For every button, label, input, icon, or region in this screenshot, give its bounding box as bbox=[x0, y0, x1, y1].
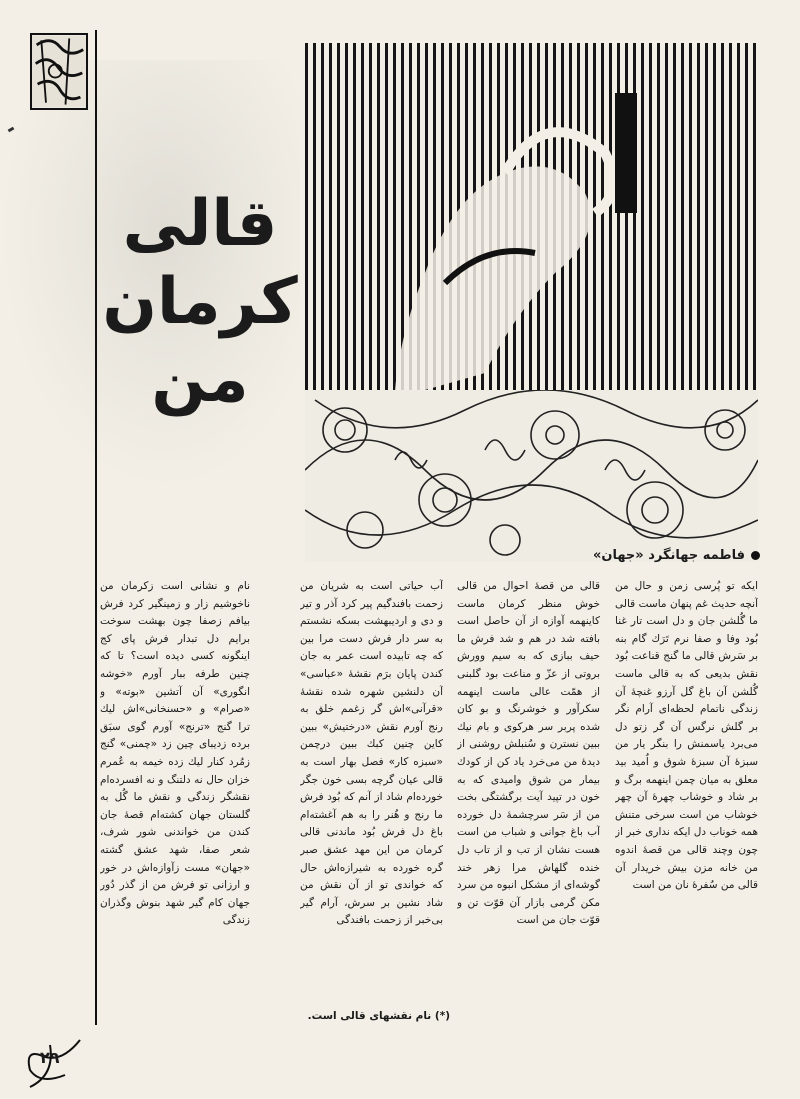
carpet-floral-pattern bbox=[305, 390, 758, 562]
poem-text: آب حیاتی است به شریان من زحمت بافندگیم پیر کرد آذر و تیر و دی و اردیبهشت بسکه نشستم به سر دار فرش دست مرا بین که چه تابیده است عمر به جان کندن پایان برَم نقشهٔ «عباسی» آن دلنشین شهره شده نقشهٔ «قرآنی»اش گر زغمم خلق به رنج آورم نقش «درختیش» ببین کاین چنین کبك ببین درچمن «سبزه کار» فصل بهار است به قالی عیان گرچه بسی خون جگر خورده‌ام شاد از آنم که بُود فرش ما رنج و هُنر را به هم آغشته‌ام باغ دل فرش بُود ماندنی قالی کرمان من این مهد عشق صبر گره خورده به شیرازه‌اش حال که خواندی تو از آن نقش من شاد نشین بر سرش، آرام گیر بی‌خبر از زحمت بافندگی bbox=[300, 580, 443, 927]
author-name: فاطمه جهانگرد «جهان» bbox=[592, 548, 745, 563]
poem-text: ایکه تو پُرسی زمن و حال من آنچه حدیث غم پنهان ماست قالی ما گُلشن جان و دل است تار غنا بُود وفا و صفا نرم تَرَك گام بنه بر سَرش قالی ما گنج قناعت بُود نقش بدیعی که به قالی ماست گُلشن آن باغ گل آرزو غنچهٔ آن زندگی ناتمام لحظه‌ای آرام نگر بر گلش نرگس آن گر زتو دل می‌برد یاسمنش را بنگر یار من سبزهٔ آن سبزهٔ شوق و اُمید بید معلق به میان چمن اینهمه برگ و بر شاد و خوشاب چهرهٔ آن چهر خوشاب من است سرخی متنش همه خوناب دل ایکه نداری خبر از چون وچند قالی من قصهٔ اندوه من خانه مزن بیش خریدار آن قالی من سُفرهٔ نان من است bbox=[615, 580, 758, 892]
page-number: ۲۹ bbox=[40, 1048, 60, 1067]
poem-column-1 bbox=[615, 578, 758, 1023]
corner-portrait-illustration bbox=[30, 33, 88, 110]
poem-column-2 bbox=[457, 578, 600, 1023]
vertical-divider bbox=[95, 30, 97, 1025]
weaver-line-illustration bbox=[305, 43, 758, 390]
poem-column-4 bbox=[100, 578, 250, 1023]
footnote: (*) نام نقشهای قالی است. bbox=[307, 1010, 450, 1022]
bullet-icon bbox=[751, 551, 760, 560]
title-line-3: من bbox=[151, 343, 249, 417]
title-line-2: کرمان bbox=[102, 265, 298, 339]
author-byline bbox=[520, 548, 760, 563]
poem-text: قالی من قصهٔ احوال من قالی خوش منظر کرمان ماست کاینهمه آوازه از آن حاصل است بافته شد در هم و شد فرش ما حیف ببازی که به سیم وورش بروتی از عزّ و مناعت بود گلبنی از همّت عالی ماست اینهمه سکرآور و خوشرنگ و بو کان شده پربر سر هرکوی و بام نیك ببین نسترن و سُنبلش روشنی از دیدهٔ من می‌خرد یاد کن از کودك بیمار من شوق وامیدی که به خون در تپید آیت برگشتگی بخت من از سَر سرچشمهٔ دل خورده آب باغ جوانی و شباب من است هست نشان از تب و از تاب دل خنده گلهاش مرا زهر خند گوشه‌ای از مشکل انبوه من سرد مکن گرمی بازار آن قوّت تن و قوّت جان من است bbox=[457, 580, 600, 927]
article-title bbox=[100, 185, 300, 419]
poem-column-3 bbox=[300, 578, 443, 1023]
title-line-1: قالی bbox=[122, 187, 278, 261]
poem-text: نام و نشانی است زکرمان من ناخوشیم زار و زمینگیر کرد فرش بیافم زصفا چون بهشت سوخت برایم دل تبدار فرش پای کج اینگونه کسی دیده است؟ تا که چنین طرفه ببار آورم «خوشه انگوری» آن آتشین «بوته» و «صرام» و «حسنخانی»اش لیك ترا گنج «ترنج» آورم گوی سبَق برده زدیبای چین زد «چمنی» گنج زمُرد کنار لیك زده خیمه به عُمرم خزان حال نه دلتنگ و نه افسرده‌ام نقشگر زندگی و نقش ما گُل به گلستان جهان کشته‌ام قصهٔ جان کندن من خواندنی شور شرف، شعر صفا، شهد عشق گشته «جهان» مست زآوازه‌اش در خور و ارزانی تو فرش من از گذر دُور جهان کام گیر شهد بنوش وگذران زندگی bbox=[100, 580, 250, 927]
